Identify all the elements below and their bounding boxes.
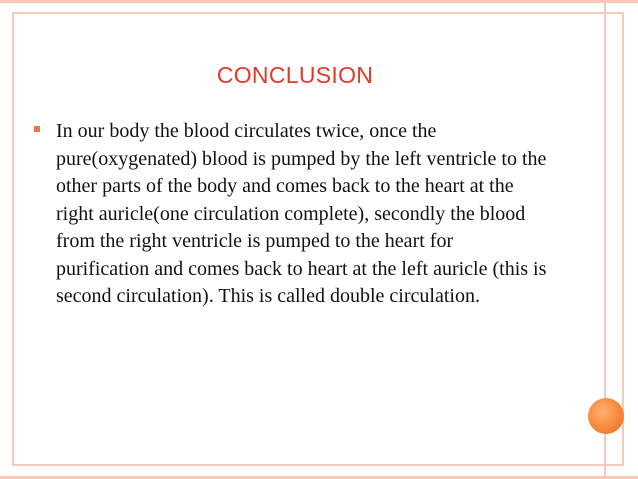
decorative-circle-icon [588,398,624,434]
slide-title: CONCLUSION [216,62,374,88]
bullet-square-icon [34,126,40,132]
bullet-text: In our body the blood circulates twice, once the pure(oxygenated) blood is pumped by the left ventricle to the other parts of the body and comes back to the heart at the right auricle(one circulation complete), secondly the blood from the right ventricle is pumped to the heart for purification and comes back to heart at the left auricle (this is second circulation). This is called double circulation. [56,120,547,307]
top-border-bar [0,0,638,3]
